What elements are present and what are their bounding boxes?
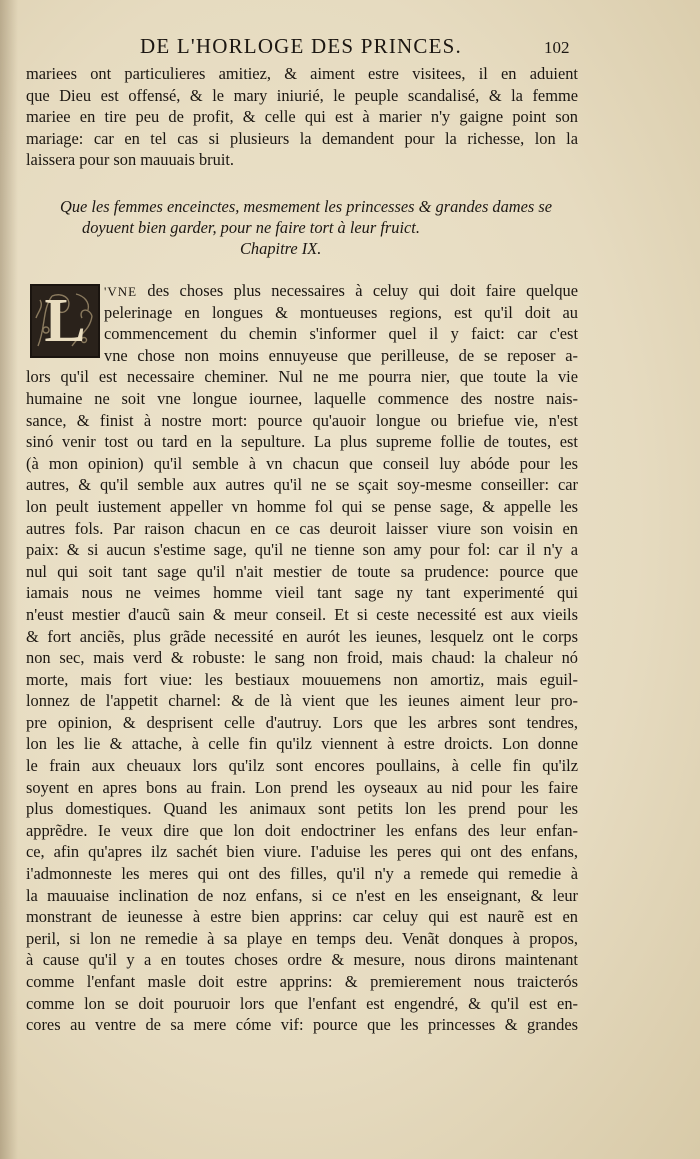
text-line: la mauuaise inclination de noz enfans, si ce n'est en les enseignant, & leur [26,885,578,905]
gutter-shadow [0,0,18,1159]
text-line: peril, si lon ne remedie à sa playe en temps deu. Venãt donques à propos, [26,928,578,948]
first-word: 'VNE [104,284,138,299]
top-paragraph [26,63,578,171]
text-line: sance, & finist à nostre mort: pource qu'auoir longue ou briefue vie, n'est [26,410,578,430]
text-line: nul qui soit tant sage qu'il n'ait mestier de toute sa prudence: pource que [26,561,578,581]
chapter-heading [60,196,553,259]
text-line: monstrant de ieunesse à estre bien apprins: car celuy qui est naurẽ est en [26,907,578,927]
text-line: mariee en tire peu de profit, & celle qui est à marier n'y gaigne point son [26,107,578,127]
text-line: humaine ne soit vne longue iournee, laquelle commence des nostre nais- [26,388,578,408]
chapter-heading-line: Que les femmes enceinctes, mesmement les princesses & grandes dames se [60,197,553,216]
text-line: autres, & qu'il semble aux autres qu'il ne se sçait soy-mesme conseiller: car [26,475,578,495]
text-line: ce, afin qu'apres ilz sachét bien viure. I'aduise les peres qui ont des enfans, [26,842,578,862]
text-line: paix: & si aucun s'estime sage, qu'il ne tienne son amy pour fol: car il n'y a [26,540,578,560]
page-header [0,30,700,60]
text-line: & fort anciẽs, plus grãde necessité en aurót les ieunes, lesquelz ont le corps [26,626,578,646]
text-line: que Dieu est offensé, & le mary iniurié, le peuple scandalisé, & la femme [26,85,578,105]
running-head: DE L'HORLOGE DES PRINCES. [140,34,462,58]
text-line: autres fols. Par raison chacun en ce cas deuroit laisser viure son voisin en [26,518,578,538]
text-line: apprẽdre. Ie veux dire que lon doit endoctriner les enfans des leur enfan- [26,820,578,840]
text-line: sinó venir tost ou tard en la sepulture. La plus supreme follie de toutes, est [26,432,578,452]
text-line: lon peult iustement appeller vn homme fol qui se pense sage, & appelle les [26,496,578,516]
text-line [26,280,578,302]
text-line: (à mon opinion) qu'il semble à vn chacun que conseil luy abóde pour les [26,453,578,473]
text-line: lonnez de l'appetit charnel: & de là vient que les ieunes aiment leur pro- [26,691,578,711]
text-line: comme l'enfant masle doit estre apprins: & premierement nous traicterós [26,972,578,991]
text-line: lors qu'il est necessaire cheminer. Nul ne me pourra nier, que toute la vie [26,367,578,387]
text-line: lon les lie & attache, à celle fin qu'ilz viennent à estre droicts. Lon donne [26,734,578,754]
text-line: mariage: car en tel cas si plusieurs la demandent pour la richesse, lon la [26,128,578,148]
text-line: à cause qu'il y a en toutes choses ordre & mesure, nous dirons maintenant [26,950,578,970]
text-line: pelerinage en longues & montueuses regions, est qu'il doit au [104,302,578,322]
text-line: morte, mais fort viue: les bestiaux mouuemens non amortiz, mais eguil- [26,669,578,689]
text-line: cores au ventre de sa mere cóme vif: pource que les princesses & grandes [26,1015,578,1035]
text-line: plus domestiques. Quand les animaux sont petits lon les prend pour les [26,799,578,819]
folio-number: 102 [544,38,570,57]
text-line: laissera pour son mauuais bruit. [26,150,235,170]
text-line: non sec, mais verd & robuste: le sang non froid, mais chaud: la chaleur nó [26,648,578,668]
text-line: iamais nous ne veimes homme vieil tant sage ny tant experimenté qui [26,583,578,603]
text-line: soyent en apres bons au frain. Lon prend les oyseaux au nid pour les faire [26,777,578,797]
chapter-number: Chapitre IX. [240,239,322,258]
text-line: comme lon se doit pouruoir lors que l'enfant est engendré, & qu'il est en- [26,993,578,1013]
text-line: commencement du chemin s'informer quel il y faict: car c'est [104,324,578,344]
drop-cap-letter: L [44,287,86,355]
text-line: le frain aux cheuaux lors qu'ilz sont encores poullains, à celle fin qu'ilz [26,756,578,776]
chapter-heading-line: doyuent bien garder, pour ne faire tort à leur fruict. [82,218,420,237]
text-line: pre opinion, & desprisent celle d'autruy. Lors que les arbres sont tendres, [26,712,578,732]
first-line-rest: des choses plus necessaires à celuy qui doit faire quelque [137,281,578,300]
text-line: vne chose non moins ennuyeuse que perilleuse, de se reposer a- [104,345,578,365]
chapter-body [26,280,578,1036]
text-line: i'admonneste les meres qui ont des filles, qu'il n'y a remede qui remedie à [26,864,578,884]
text-line: mariees ont particulieres amitiez, & aiment estre visitees, il en aduient [26,64,578,83]
text-line: n'eust mestier d'aucũ sain & meur conseil. Et si ceste necessité est aux vieils [26,604,578,624]
